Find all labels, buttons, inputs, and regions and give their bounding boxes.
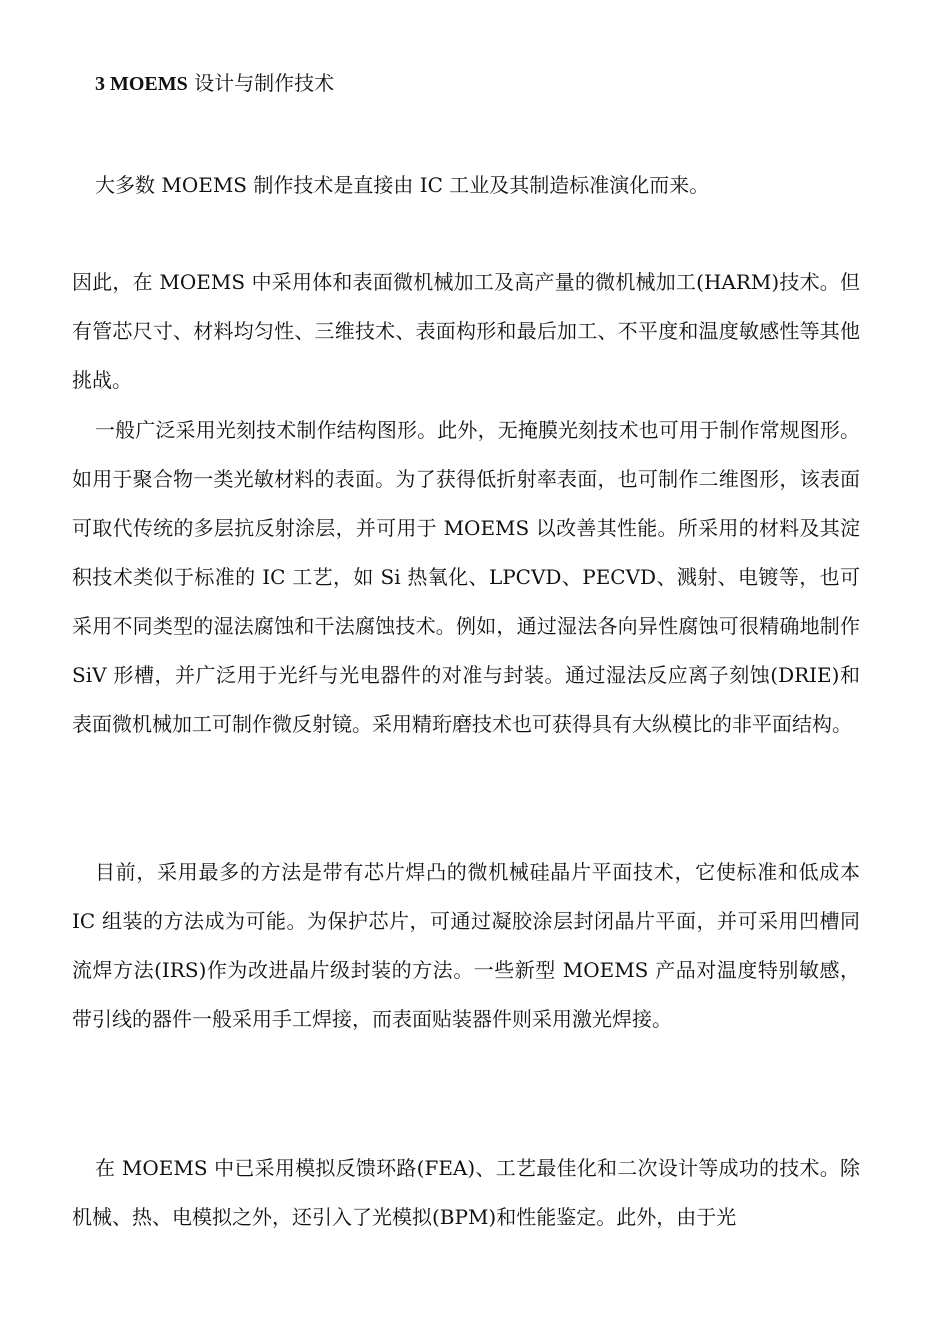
section-heading xyxy=(95,68,334,99)
paragraph-intro: 大多数 MOEMS 制作技术是直接由 IC 工业及其制造标准演化而来。 xyxy=(95,173,710,197)
section-number: 3 MOEMS xyxy=(95,73,188,95)
section-title: 设计与制作技术 xyxy=(187,71,335,95)
paragraph-packaging: 目前，采用最多的方法是带有芯片焊凸的微机械硅晶片平面技术，它使标准和低成本 IC 组装的方法成为可能。为保护芯片，可通过凝胶涂层封闭晶片平面，并可采用凹槽同流焊方法(IRS)作为改进晶片级封装的方法。一些新型 MOEMS 产品对温度特别敏感，带引线的器件一般采用手工焊接，而表面贴装器件则采用激光焊接。 xyxy=(72,860,860,1031)
paragraph-bulk-micromachining: 因此，在 MOEMS 中采用体和表面微机械加工及高产量的微机械加工(HARM)技术。但有管芯尺寸、材料均匀性、三维技术、表面构形和最后加工、不平度和温度敏感性等其他挑战。 xyxy=(72,270,860,392)
paragraph-simulation: 在 MOEMS 中已采用模拟反馈环路(FEA)、工艺最佳化和二次设计等成功的技术。除机械、热、电模拟之外，还引入了光模拟(BPM)和性能鉴定。此外，由于光 xyxy=(72,1156,860,1229)
paragraph-lithography: 一般广泛采用光刻技术制作结构图形。此外，无掩膜光刻技术也可用于制作常规图形。如用于聚合物一类光敏材料的表面。为了获得低折射率表面，也可制作二维图形，该表面可取代传统的多层抗反射涂层，并可用于 MOEMS 以改善其性能。所采用的材料及其淀积技术类似于标准的 IC 工艺，如 Si 热氧化、LPCVD、PECVD、溅射、电镀等，也可采用不同类型的湿法腐蚀和干法腐蚀技术。例如，通过湿法各向异性腐蚀可很精确地制作 SiV 形槽，并广泛用于光纤与光电器件的对准与封装。通过湿法反应离子刻蚀(DRIE)和表面微机械加工可制作微反射镜。采用精珩磨技术也可获得具有大纵模比的非平面结构。 xyxy=(72,418,860,736)
